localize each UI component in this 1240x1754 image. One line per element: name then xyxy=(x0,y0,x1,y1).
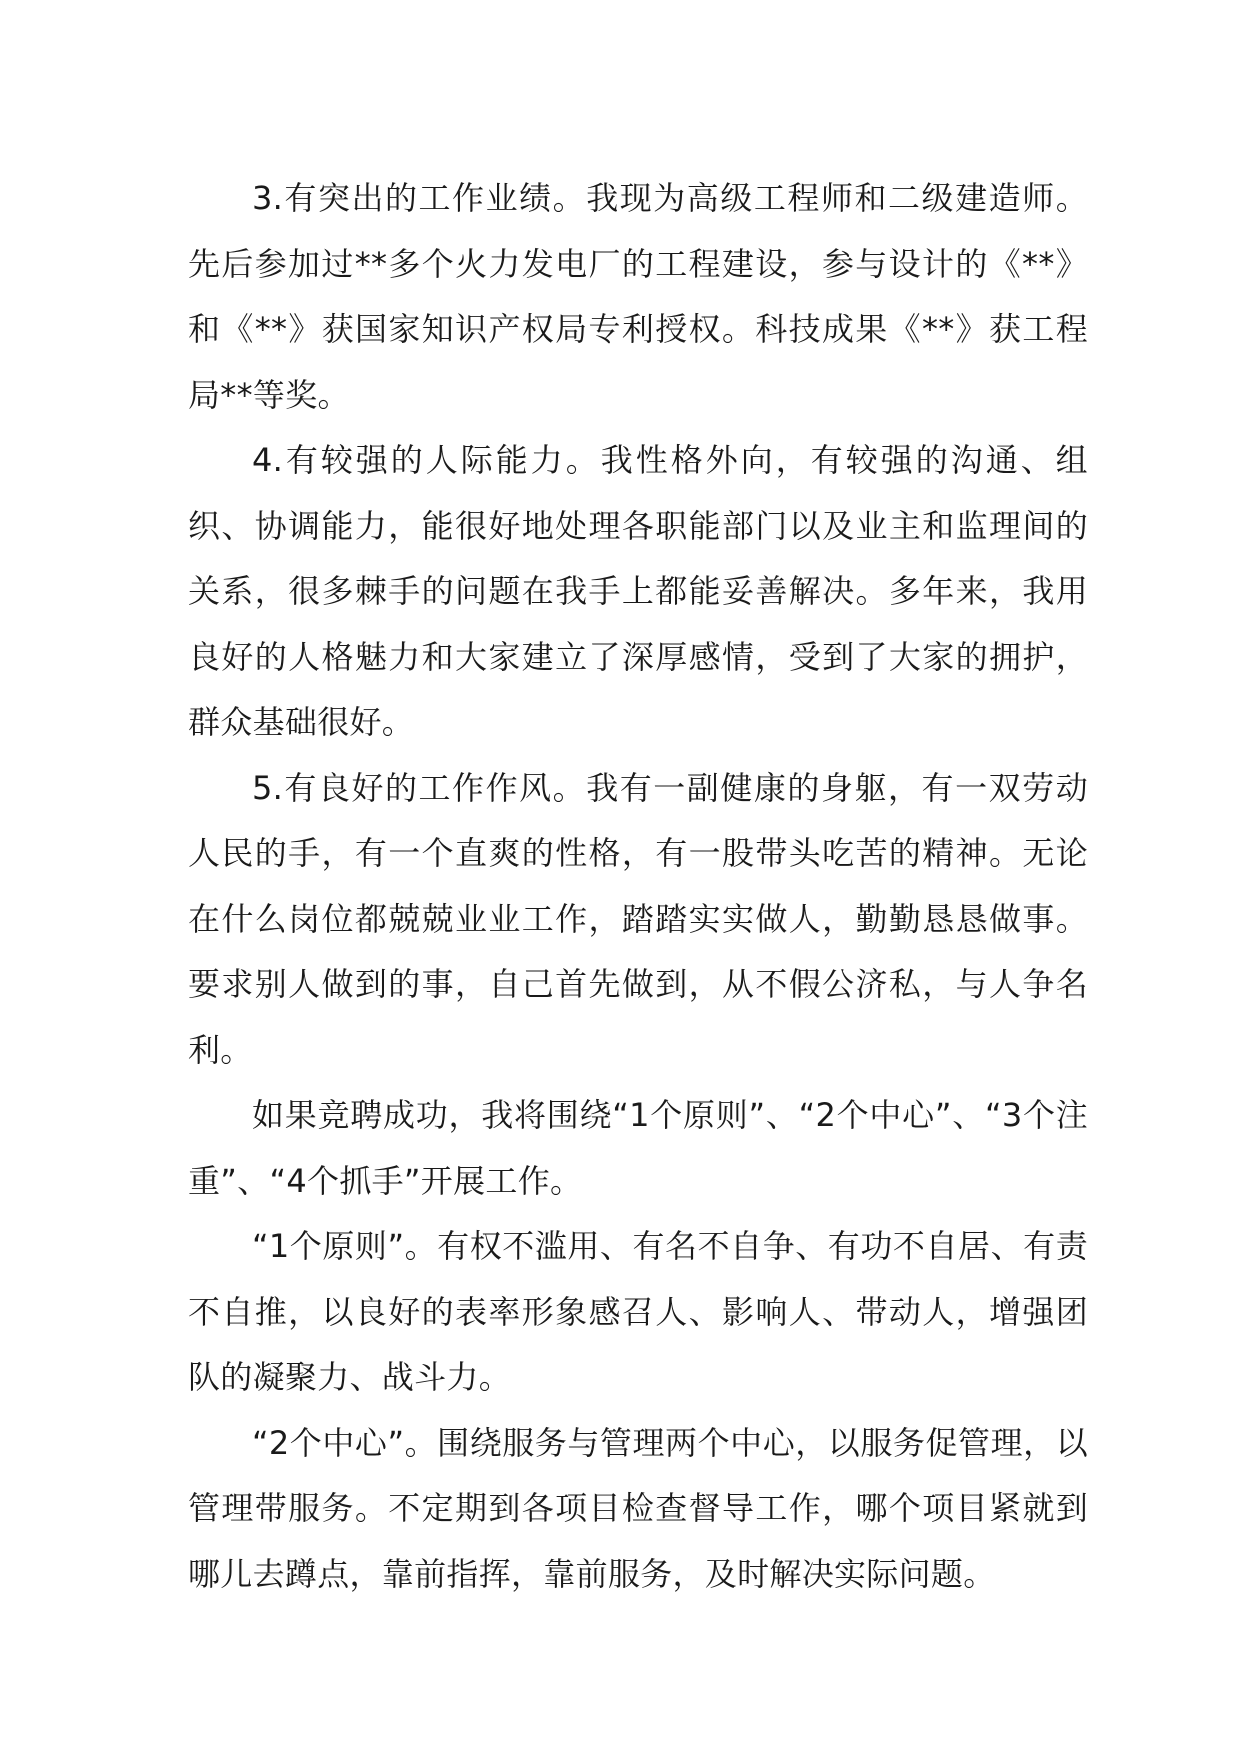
paragraph-work-achievements: 3.有突出的工作业绩。我现为高级工程师和二级建造师。先后参加过**多个火力发电厂的工程建设，参与设计的《**》和《**》获国家知识产权局专利授权。科技成果《**》获工程局**等奖。 xyxy=(188,179,1088,414)
paragraph-work-style: 5.有良好的工作作风。我有一副健康的身躯，有一双劳动人民的手，有一个直爽的性格，有一股带头吃苦的精神。无论在什么岗位都兢兢业业工作，踏踏实实做人，勤勤恳恳做事。要求别人做到的事，自己首先做到，从不假公济私，与人争名利。 xyxy=(188,768,1088,1069)
paragraph-two-centers: “2个中心”。围绕服务与管理两个中心，以服务促管理，以管理带服务。不定期到各项目检查督导工作，哪个项目紧就到哪儿去蹲点，靠前指挥，靠前服务，及时解决实际问题。 xyxy=(188,1423,1088,1593)
paragraph-interpersonal-ability: 4.有较强的人际能力。我性格外向，有较强的沟通、组织、协调能力，能很好地处理各职能部门以及业主和监理间的关系，很多棘手的问题在我手上都能妥善解决。多年来，我用良好的人格魅力和大家建立了深厚感情，受到了大家的拥护，群众基础很好。 xyxy=(188,441,1088,741)
document-body xyxy=(188,166,1088,1607)
paragraph-work-plan-intro: 如果竞聘成功，我将围绕“1个原则”、“2个中心”、“3个注重”、“4个抓手”开展工作。 xyxy=(188,1096,1088,1200)
paragraph-one-principle: “1个原则”。有权不滥用、有名不自争、有功不自居、有责不自推，以良好的表率形象感召人、影响人、带动人，增强团队的凝聚力、战斗力。 xyxy=(188,1227,1088,1396)
